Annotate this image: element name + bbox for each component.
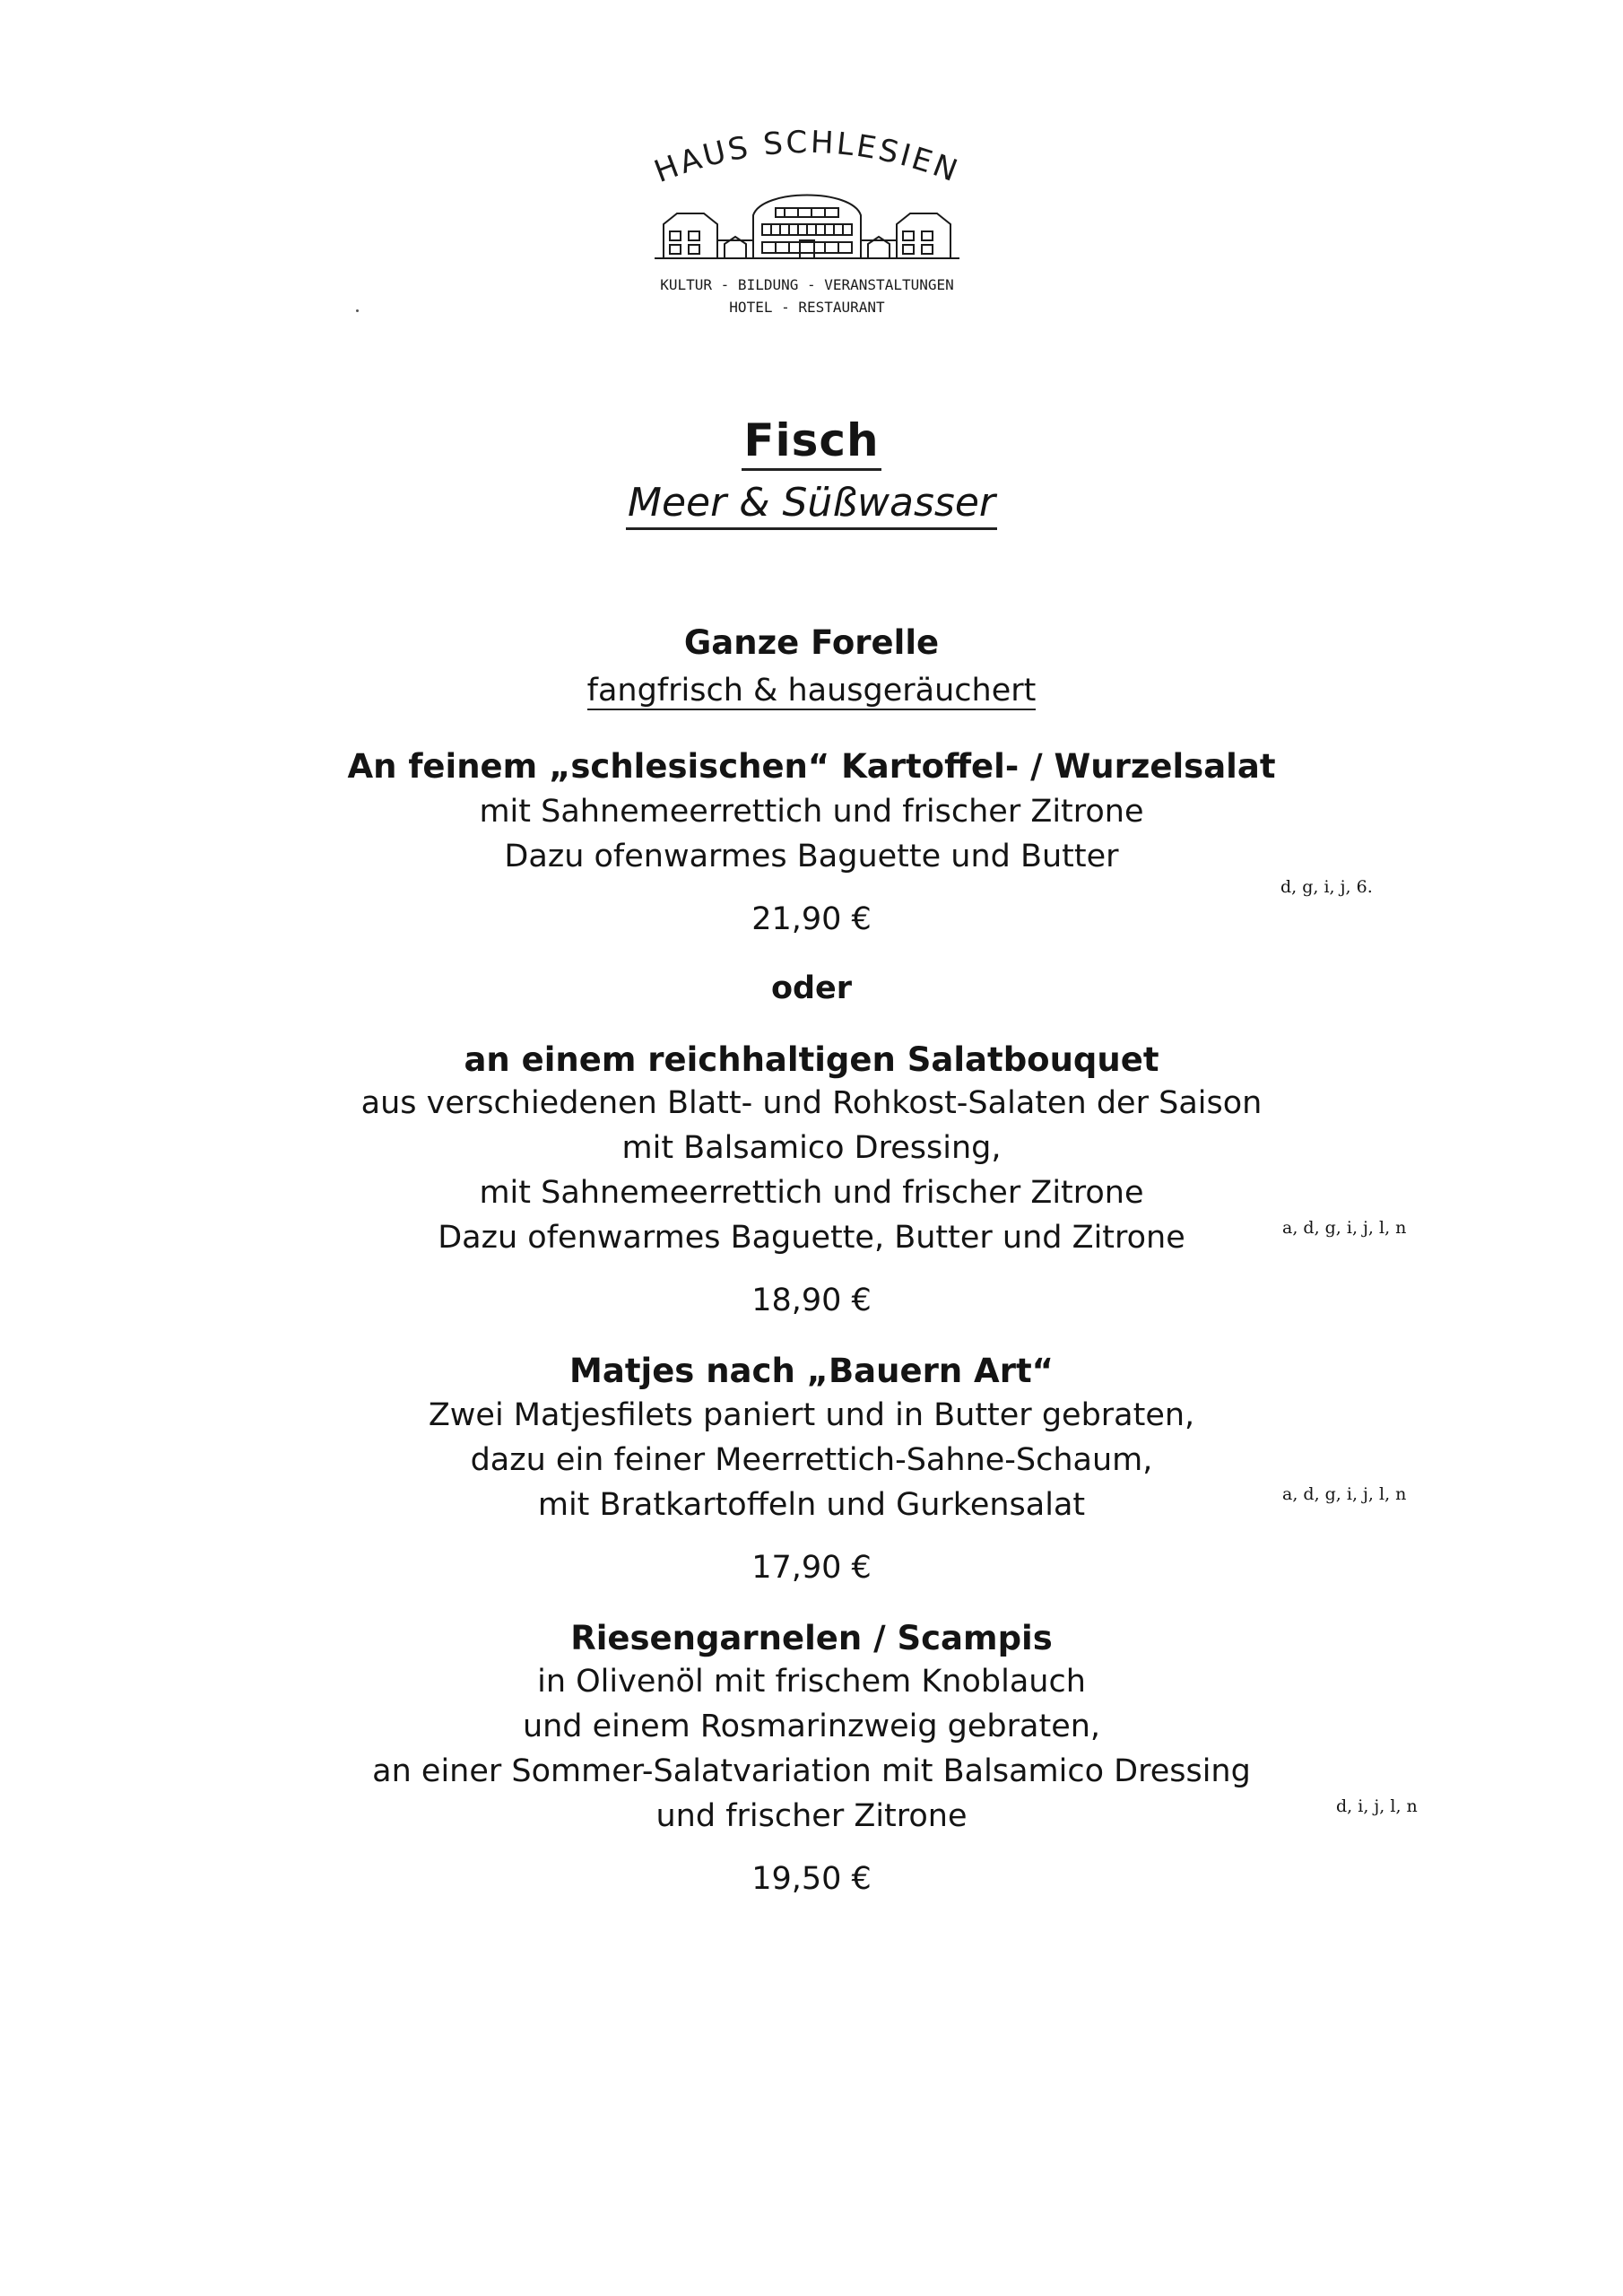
dish-4-line-3: an einer Sommer-Salatvariation mit Balsamico Dressing: [372, 1753, 1251, 1789]
logo-tagline-1: KULTUR - BILDUNG - VERANSTALTUNGEN: [660, 276, 954, 293]
dish-2-allergens: a, d, g, i, j, l, n: [1282, 1218, 1407, 1238]
dish-1-price: 21,90 €: [751, 901, 872, 937]
dish-2-line-1: aus verschiedenen Blatt- und Rohkost-Salaten der Saison: [360, 1085, 1263, 1121]
dish-2-line-3: mit Sahnemeerrettich und frischer Zitrone: [479, 1175, 1144, 1211]
dish-3-allergens: a, d, g, i, j, l, n: [1282, 1484, 1407, 1504]
dish-3-title: Matjes nach „Bauern Art“: [569, 1352, 1054, 1390]
dish-4-allergens: d, i, j, l, n: [1336, 1796, 1418, 1816]
scan-speck: [356, 309, 359, 312]
logo: [628, 126, 986, 332]
dish-4-title: Riesengarnelen / Scampis: [570, 1619, 1053, 1657]
dish-4-price: 19,50 €: [751, 1861, 872, 1897]
logo-mark: [628, 126, 986, 278]
dish-3-price: 17,90 €: [751, 1550, 872, 1586]
dish-1-title: Ganze Forelle: [683, 623, 940, 662]
dish-2-price: 18,90 €: [751, 1283, 872, 1318]
dish-1-subtitle: fangfrisch & hausgeräuchert: [586, 673, 1037, 709]
dish-2-title: an einem reichhaltigen Salatbouquet: [464, 1040, 1159, 1079]
dish-1-line-2: mit Sahnemeerrettich und frischer Zitrone: [479, 794, 1144, 830]
dish-1-line-3: Dazu ofenwarmes Baguette und Butter: [504, 839, 1119, 874]
logo-name: HAUS SCHLESIEN: [649, 126, 965, 191]
page-title: Fisch: [0, 414, 1623, 466]
separator-oder: oder: [770, 970, 853, 1006]
dish-4-line-4: und frischer Zitrone: [655, 1798, 968, 1834]
page-subtitle: Meer & Süßwasser: [0, 480, 1623, 526]
dish-2-line-4: Dazu ofenwarmes Baguette, Butter und Zitrone: [438, 1220, 1185, 1256]
building-icon: [655, 196, 959, 259]
dish-1-allergens: d, g, i, j, 6.: [1280, 877, 1373, 897]
dish-3-line-2: dazu ein feiner Meerrettich-Sahne-Schaum,: [470, 1442, 1153, 1478]
dish-4-line-1: in Olivenöl mit frischem Knoblauch: [537, 1664, 1086, 1700]
dish-2-line-2: mit Balsamico Dressing,: [621, 1130, 1002, 1166]
dish-4-line-2: und einem Rosmarinzweig gebraten,: [522, 1709, 1101, 1744]
dish-3-line-1: Zwei Matjesfilets paniert und in Butter gebraten,: [428, 1397, 1195, 1433]
dish-3-line-3: mit Bratkartoffeln und Gurkensalat: [537, 1487, 1086, 1523]
dish-1-line-1: An feinem „schlesischen“ Kartoffel- / Wurzelsalat: [347, 747, 1276, 786]
logo-tagline-2: HOTEL - RESTAURANT: [729, 299, 885, 316]
